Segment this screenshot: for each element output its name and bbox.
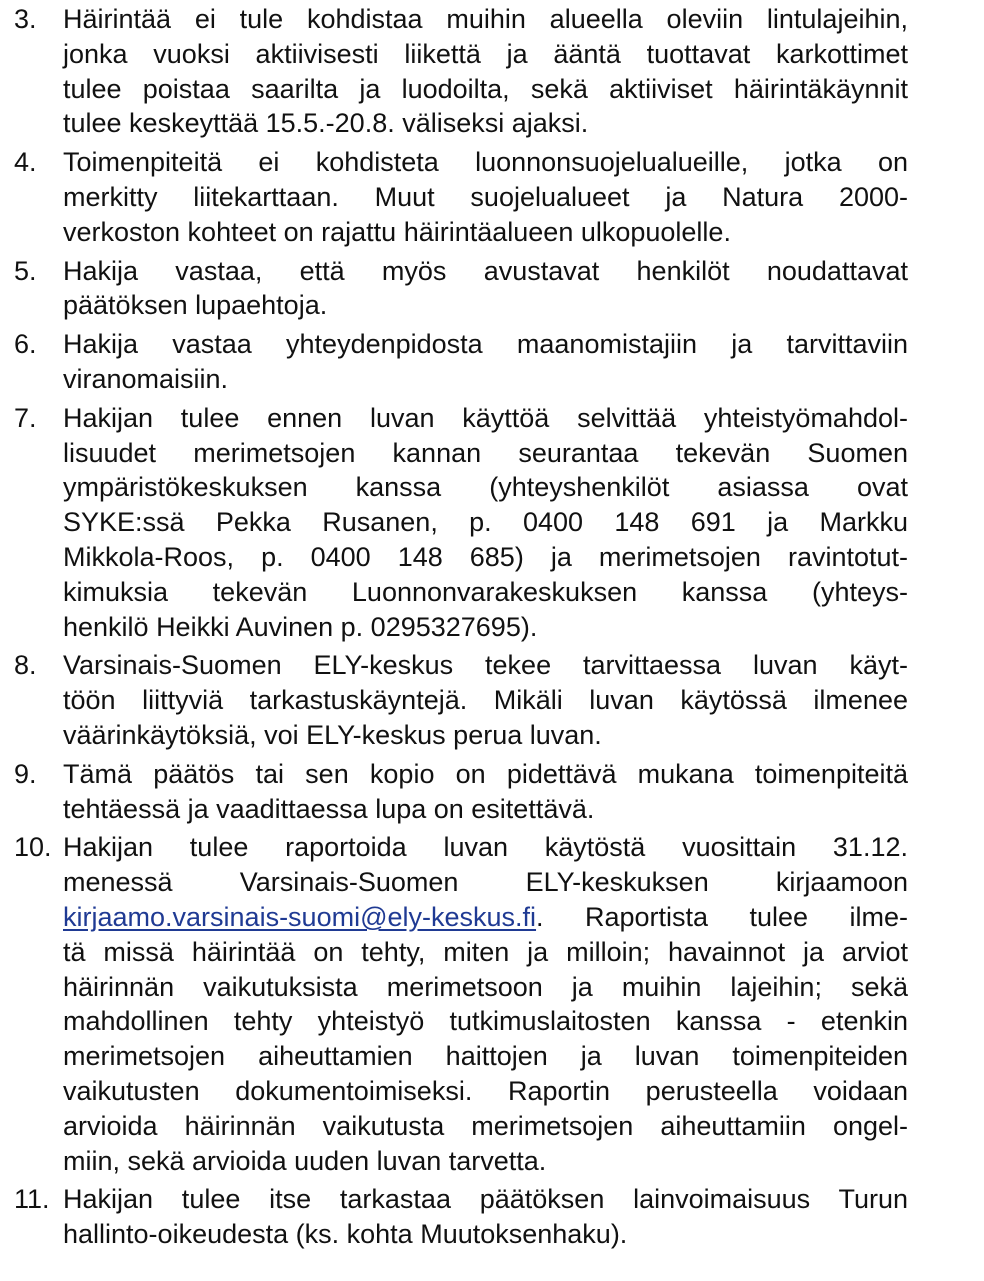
email-link[interactable]: kirjaamo.varsinais-suomi@ely-keskus.fi xyxy=(63,901,537,932)
text-line: Häirintää ei tule kohdistaa muihin alueella oleviin lintulajeihin, xyxy=(63,4,908,34)
item-text xyxy=(63,401,908,645)
text-line: SYKE:ssä Pekka Rusanen, p. 0400 148 691 ja Markku xyxy=(63,507,908,538)
text-line: miin, sekä arvioida uuden luvan tarvetta. xyxy=(63,1145,547,1176)
text-line: henkilö Heikki Auvinen p. 0295327695). xyxy=(63,611,538,642)
text-line: Mikkola-Roos, p. 0400 148 685) ja merimetsojen ravintotut- xyxy=(63,541,908,572)
text-line: väärinkäytöksiä, voi ELY-keskus perua luvan. xyxy=(63,719,602,750)
list-item xyxy=(14,648,908,752)
text-line: arvioida häirinnän vaikutusta merimetsojen aiheuttamiin ongel- xyxy=(63,1110,908,1141)
text-line: Varsinais-Suomen ELY-keskus tekee tarvittaessa luvan käyt- xyxy=(63,650,908,681)
text-line: tehtäessä ja vaadittaessa lupa on esitettävä. xyxy=(63,793,595,824)
item-number: 5. xyxy=(14,255,37,286)
text-line-with-email xyxy=(63,900,908,935)
item-number: 8. xyxy=(14,650,37,681)
item-text xyxy=(63,327,908,397)
item-text xyxy=(63,648,908,752)
item-text xyxy=(63,830,908,1178)
text-line: hallinto-oikeudesta (ks. kohta Muutoksenhaku). xyxy=(63,1219,628,1250)
list-item xyxy=(14,1182,908,1252)
item-number: 6. xyxy=(14,329,37,360)
item-text xyxy=(63,1182,908,1252)
text-line: merkitty liitekarttaan. Muut suojelualueet ja Natura 2000- xyxy=(63,181,908,212)
list-item xyxy=(14,145,908,249)
text-line: viranomaisiin. xyxy=(63,363,229,394)
text-line: Tämä päätös tai sen kopio on pidettävä mukana toimenpiteitä xyxy=(63,758,908,789)
item-text xyxy=(63,2,908,141)
list-item xyxy=(14,2,908,141)
item-number: 10. xyxy=(14,832,52,863)
item-text xyxy=(63,254,908,324)
text-line: Hakija vastaa yhteydenpidosta maanomistajiin ja tarvittaviin xyxy=(63,329,908,360)
text-line: Toimenpiteitä ei kohdisteta luonnonsuojelualueille, jotka on xyxy=(63,147,908,178)
list-item xyxy=(14,830,908,1178)
text-line: vaikutusten dokumentoimiseksi. Raportin perusteella voidaan xyxy=(63,1075,908,1106)
text-line: töön liittyviä tarkastuskäyntejä. Mikäli luvan käytössä ilmenee xyxy=(63,685,908,716)
item-number: 9. xyxy=(14,758,37,789)
item-number: 4. xyxy=(14,147,37,178)
text-line: Hakijan tulee ennen luvan käyttöä selvittää yhteistyömahdol- xyxy=(63,402,908,433)
item-text xyxy=(63,145,908,249)
text-line: kimuksia tekevän Luonnonvarakeskuksen kanssa (yhteys- xyxy=(63,576,908,607)
text-line: mahdollinen tehty yhteistyö tutkimuslaitosten kanssa - etenkin xyxy=(63,1006,908,1037)
item-number: 7. xyxy=(14,402,37,433)
text-line: häirinnän vaikutuksista merimetsoon ja muihin lajeihin; sekä xyxy=(63,971,908,1002)
text-line: Hakijan tulee raportoida luvan käytöstä vuosittain 31.12. xyxy=(63,832,908,863)
list-item xyxy=(14,254,908,324)
text-line: jonka vuoksi aktiivisesti liikettä ja ääntä tuottavat karkottimet xyxy=(63,38,908,69)
text-line: menessä Varsinais-Suomen ELY-keskuksen kirjaamoon xyxy=(63,867,908,898)
text-line: verkoston kohteet on rajattu häirintäalueen ulkopuolelle. xyxy=(63,216,731,247)
item-number: 11. xyxy=(14,1184,50,1215)
text-line: ympäristökeskuksen kanssa (yhteyshenkilöt asiassa ovat xyxy=(63,472,908,503)
list-item xyxy=(14,757,908,827)
text-line: lisuudet merimetsojen kannan seurantaa tekevän Suomen xyxy=(63,437,908,468)
text-line: tulee poistaa saarilta ja luodoilta, sekä aktiiviset häirintäkäynnit xyxy=(63,73,908,104)
list-item xyxy=(14,327,908,397)
list-item xyxy=(14,401,908,645)
item-number: 3. xyxy=(14,4,37,34)
item-text xyxy=(63,757,908,827)
text-line: Hakijan tulee itse tarkastaa päätöksen lainvoimaisuus Turun xyxy=(63,1184,908,1215)
text-fragment: . Raportista tulee ilme- xyxy=(536,901,908,932)
text-line: merimetsojen aiheuttamien haittojen ja luvan toimenpiteiden xyxy=(63,1041,908,1072)
text-line: tulee keskeyttää 15.5.-20.8. väliseksi ajaksi. xyxy=(63,108,589,139)
text-line: Hakija vastaa, että myös avustavat henkilöt noudattavat xyxy=(63,255,908,286)
text-line: päätöksen lupaehtoja. xyxy=(63,290,328,321)
decision-conditions-list xyxy=(14,2,908,1252)
text-line: tä missä häirintää on tehty, miten ja milloin; havainnot ja arviot xyxy=(63,936,908,967)
